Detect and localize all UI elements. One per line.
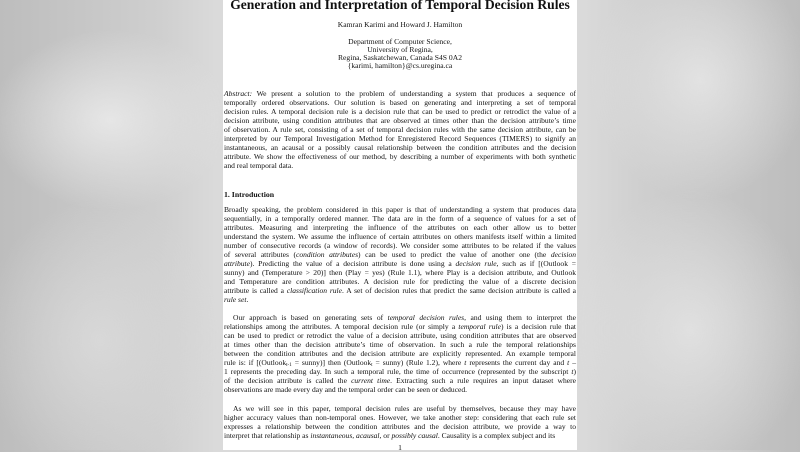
text-span: of several attributes (: [224, 249, 296, 259]
text-line: [224, 161, 576, 170]
text-line: [224, 313, 576, 322]
text-line: [224, 367, 576, 376]
paragraph: [224, 205, 576, 305]
text-line: [224, 286, 576, 295]
italic-text: condition attributes: [296, 249, 359, 259]
text-span: expresses a relationship between the condition attributes and the decision attribute, we provide a way to: [224, 421, 576, 431]
section-heading: 1. Introduction: [224, 190, 275, 199]
text-line: [224, 268, 576, 277]
paragraph: [224, 313, 576, 395]
text-line: [224, 98, 576, 107]
text-line: [224, 349, 576, 358]
text-span: sunny) and (Temperature > 20)] then (Play = yes) (Rule 1.1), where Play is a decision attribute, and Outlook: [224, 267, 576, 277]
text-span: ): [573, 366, 576, 376]
text-line: [224, 331, 576, 340]
italic-text: t: [571, 366, 574, 376]
text-span: higher accuracy values than non-temporal ones. However, we take another step: considering that each rule set: [224, 412, 576, 422]
text-line: [224, 232, 576, 241]
text-line: [224, 376, 576, 385]
text-span: . Extracting such a rule requires an input dataset where: [390, 375, 576, 385]
text-span: attribute is called a: [224, 286, 287, 296]
italic-text: t: [464, 357, 467, 367]
italic-text: temporal decision rules: [387, 312, 465, 322]
text-span: sequentially, in a temporally ordered manner. The data are in the form of a sequence of values for a set of: [224, 213, 576, 223]
author-email: {karimi, hamilton}@cs.uregina.ca: [347, 60, 453, 70]
text-line: [224, 295, 576, 304]
text-span: ). Predicting the value of a decision attribute is done using a: [250, 258, 456, 268]
text-span: ) is a decision rule that: [500, 321, 577, 331]
text-span: and real temporal data.: [224, 161, 294, 170]
italic-text: decision: [550, 249, 577, 259]
text-span: represents the current day and: [466, 357, 568, 367]
text-span: attributes. Measuring and interpreting the influence of the attributes on each other allow us to better: [224, 222, 576, 232]
italic-text: t: [567, 357, 570, 367]
text-line: [224, 205, 576, 214]
text-span: .: [246, 295, 249, 305]
text-line: [224, 143, 576, 152]
authors: Kamran Karimi and Howard J. Hamilton: [337, 20, 463, 29]
text-span: , and using them to interpret the: [464, 312, 576, 322]
text-span: understand the system. We assume the influence of certain attributes on others manifests itself within a limited: [224, 231, 576, 241]
paper-title: Generation and Interpretation of Temporal Decision Rules: [230, 0, 570, 12]
text-span: = sunny)] then (Outlook: [291, 357, 372, 367]
text-span: = sunny) (Rule 1.2), where: [372, 357, 465, 367]
text-span: Our approach is based on generating sets of: [233, 312, 388, 322]
subscript: t-1: [286, 362, 292, 368]
paragraph: [224, 404, 576, 440]
text-line: [224, 385, 576, 394]
text-span: can be used to predict or retrodict the value of a decision attribute, using condition attributes that are observed: [224, 330, 576, 340]
text-line: [224, 340, 576, 349]
italic-text: possibly causal: [391, 430, 438, 440]
text-span: attribute. We show the effectiveness of our method, by describing a number of experiments with both synthetic: [224, 151, 576, 161]
text-line: [224, 125, 576, 134]
text-span: Broadly speaking, the problem considered in this paper is that of understanding a system that produces data: [224, 204, 576, 214]
text-span: decision attribute, using condition attributes that are observed at times other than the decision attribute’s time: [224, 115, 576, 125]
text-span: , such as if [(Outlook =: [496, 258, 576, 268]
text-span: , or: [379, 430, 392, 440]
text-span: We present a solution to the problem of understanding a system that produces a sequence of: [252, 88, 576, 98]
text-span: between the condition attributes and the decision attribute are explicitly represented. An example temporal: [224, 348, 576, 358]
text-line: [224, 152, 576, 161]
text-span: ) can be used to predict the value of another one (the: [358, 249, 551, 259]
text-line: [224, 89, 576, 98]
italic-text: Abstract:: [224, 88, 253, 98]
italic-text: decision rule: [455, 258, 497, 268]
text-line: [224, 241, 576, 250]
affiliation-line: Regina, Saskatchewan, Canada S4S 0A2: [337, 52, 462, 62]
text-span: and Temperature are condition attributes. A decision rule for predicting the value of a discrete decision: [224, 277, 576, 286]
text-line: [224, 134, 576, 143]
text-span: –: [569, 357, 577, 367]
text-span: As we will see in this paper, temporal decision rules are useful by themselves, because they may have: [233, 403, 576, 413]
italic-text: classification rule: [286, 286, 342, 296]
text-span: decision rules. A temporal decision rule is a decision rule that can be used to predict or retrodict the value of a: [224, 106, 576, 116]
italic-text: instantaneous, acausal: [310, 430, 380, 440]
text-span: temporally ordered observations. Our solution is based on generating and interpreting a set of temporal: [224, 97, 576, 107]
italic-text: attribute: [224, 258, 250, 268]
affiliation-line: Department of Computer Science,: [348, 36, 452, 46]
italic-text: temporal rule: [458, 321, 501, 331]
text-line: [224, 259, 576, 268]
affiliation: [223, 38, 577, 70]
text-span: interpret that relationship as: [224, 430, 311, 440]
abstract: [224, 89, 576, 171]
text-line: [224, 413, 576, 422]
text-line: [224, 223, 576, 232]
text-span: instantaneous, an acausal or a possibly causal relationship between the condition attributes and the decision: [224, 142, 576, 152]
text-span: . Causality is a complex subject and its: [437, 430, 556, 440]
text-line: [224, 404, 576, 413]
text-span: number of consecutive records (a window of records). We consider some attributes to be related if the values: [224, 240, 576, 250]
text-line: [224, 431, 576, 440]
text-span: relationships among the attributes. A temporal decision rule (or simply a: [224, 321, 459, 331]
text-span: of observation. A rule set, consisting of a set of temporal decision rules with the same decision attribute, can be: [224, 124, 576, 134]
text-span: of the decision attribute is called the: [224, 375, 352, 385]
document-page: [223, 0, 577, 450]
text-span: 1 represents the preceding day. In such a temporal rule, the time of occurrence (represented by the subscript: [224, 366, 572, 376]
text-line: [224, 277, 576, 286]
subscript: t: [371, 362, 373, 368]
text-span: rule is: if [(Outlook: [224, 357, 287, 367]
text-span: . A set of decision rules that predict the same decision attribute is called a: [342, 286, 576, 296]
italic-text: rule set: [224, 295, 247, 305]
text-line: [224, 422, 576, 431]
italic-text: current time: [351, 375, 391, 385]
text-line: [224, 107, 576, 116]
text-line: [224, 250, 576, 259]
page-number: 1: [398, 443, 402, 452]
text-span: observations are made every day and the temporal order can be seen or deduced.: [224, 385, 468, 394]
text-span: interpreted by our Temporal Investigation Method for Enregistered Record Sequences (TIMERS) to signify an: [224, 133, 576, 143]
affiliation-line: University of Regina,: [367, 44, 433, 54]
text-line: [224, 116, 576, 125]
text-span: at times other than the decision attribute’s time of observation. In such a rule the temporal relationships: [224, 339, 576, 349]
text-line: [224, 322, 576, 331]
text-line: [224, 214, 576, 223]
text-line: [224, 358, 576, 367]
